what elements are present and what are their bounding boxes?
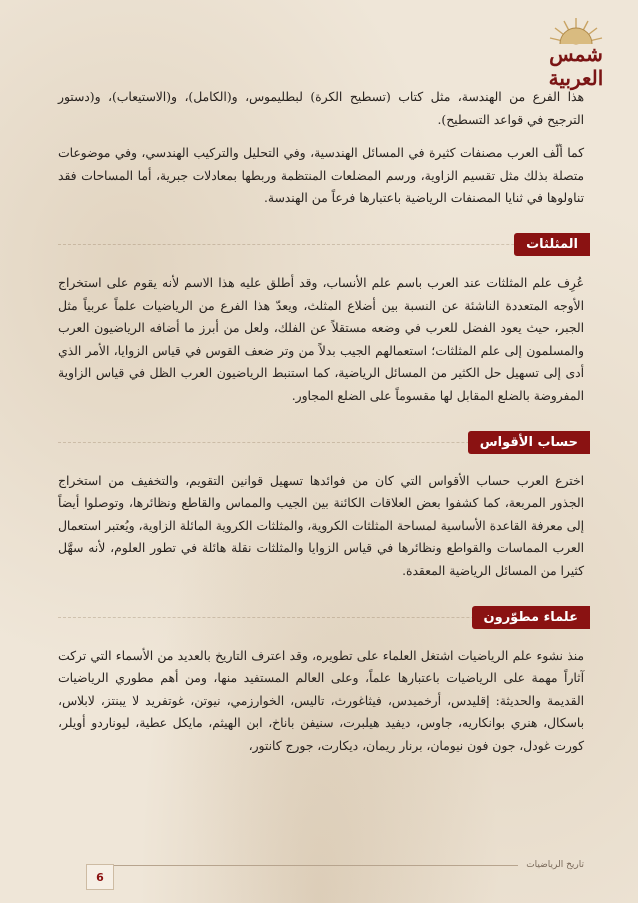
section-header-scholars	[58, 605, 584, 631]
section-paragraph-scholars: منذ نشوء علم الرياضيات اشتغل العلماء على تطويره، وقد اعترف التاريخ بالعديد من الأسماء التي تركت آثاراً مهمة على الرياضيات باعتبارها علماً، وعلى العالم المستفيد منها، ومن أهم مطوري الرياضيات القديمة والحديثة: إقليدس، أرخميدس، فيثاغورث، تاليس، الخوارزمي، نيوتن، غوتفريد لا يبنتز، لابلاس، باسكال، هنري بوانكاريه، جاوس، ديفيد هيلبرت، سنيفن باناخ، ابن الهيثم، مايكل عطية، ليوناردو أويلر، كورت غودل، جون فون نيومان، برنار ريمان، ديكارت، جورج كانتور،	[58, 648, 584, 753]
article-body	[58, 86, 584, 768]
page-footer	[96, 856, 584, 874]
section-header-trigonometry	[58, 232, 584, 258]
section-heading: علماء مطوّرون	[472, 606, 590, 629]
section-heading: المثلثات	[514, 233, 590, 256]
section-heading: حساب الأقواس	[468, 431, 590, 454]
section-paragraph-trigonometry: عُرِف علم المثلثات عند العرب باسم علم الأنساب، وقد أطلق عليه هذا الاسم لأنه يقوم على استخراج الأوجه المتعددة الناشئة عن النسبة بين أضلاع المثلث، ويعدّ هذا الفرع من الرياضيات علماً عربياً مثل الجبر، حيث يعود الفضل للعرب في وضعه مستقلاً عن الفلك، ولعل من أبرز ما أضافه الرياضيون العرب والمسلمون إلى علم المثلثات؛ استعمالهم الجيب بدلاً من وتر ضعف القوس في قياس الزوايا، الأمر الذي أدى إلى تسهيل حل الكثير من المسائل الرياضية، كما استنبط الرياضيون العرب الظل في قياس الزاوية المفروضة بالضلع المقابل لها مقسوماً على الضلع المجاور.	[58, 275, 584, 403]
footer-divider	[96, 865, 518, 866]
logo-text: شمس العربية	[548, 42, 604, 90]
page-number: 6	[86, 864, 114, 890]
brand-logo	[528, 14, 624, 90]
section-paragraph-arcs: اخترع العرب حساب الأقواس التي كان من فوائدها تسهيل قوانين التقويم، والتخفيف من استخراج الجذور المربعة، كما كشفوا بعض العلاقات الكائنة بين الجيب والمماس والقاطع ونظائرها، وتوصلوا أيضاً إلى معرفة القاعدة الأساسية لمساحة المثلثات الكروية، والمثلثات الكروية المائلة الزاوية، ويُعتبر استعمال العرب المماسات والقواطع ونظائرها في قياس الزوايا والمثلثات نقلة هائلة في تطور العلوم، لأنه سهَّل كثيرا من المسائل الرياضية المعقدة.	[58, 473, 584, 578]
intro-paragraph-1: هذا الفرع من الهندسة، مثل كتاب (تسطيح الكرة) لبطليموس، و(الكامل)، و(الاستيعاب)، و(دستور الترجيح في قواعد التسطيح).	[58, 90, 584, 127]
intro-paragraph-2: كما ألّف العرب مصنفات كثيرة في المسائل الهندسية، وفي التحليل والتركيب الهندسي، وفي موضوعات متصلة بذلك مثل تقسيم الزاوية، ورسم المضلعات المنتظمة وربطها بمعادلات جبرية، أما المساحات فقد تناولوها في ثنايا المصنفات الرياضية باعتبارها فرعاً من الهندسة.	[58, 146, 584, 206]
section-header-arcs	[58, 430, 584, 456]
footer-title: تاريخ الرياضيات	[526, 860, 584, 870]
